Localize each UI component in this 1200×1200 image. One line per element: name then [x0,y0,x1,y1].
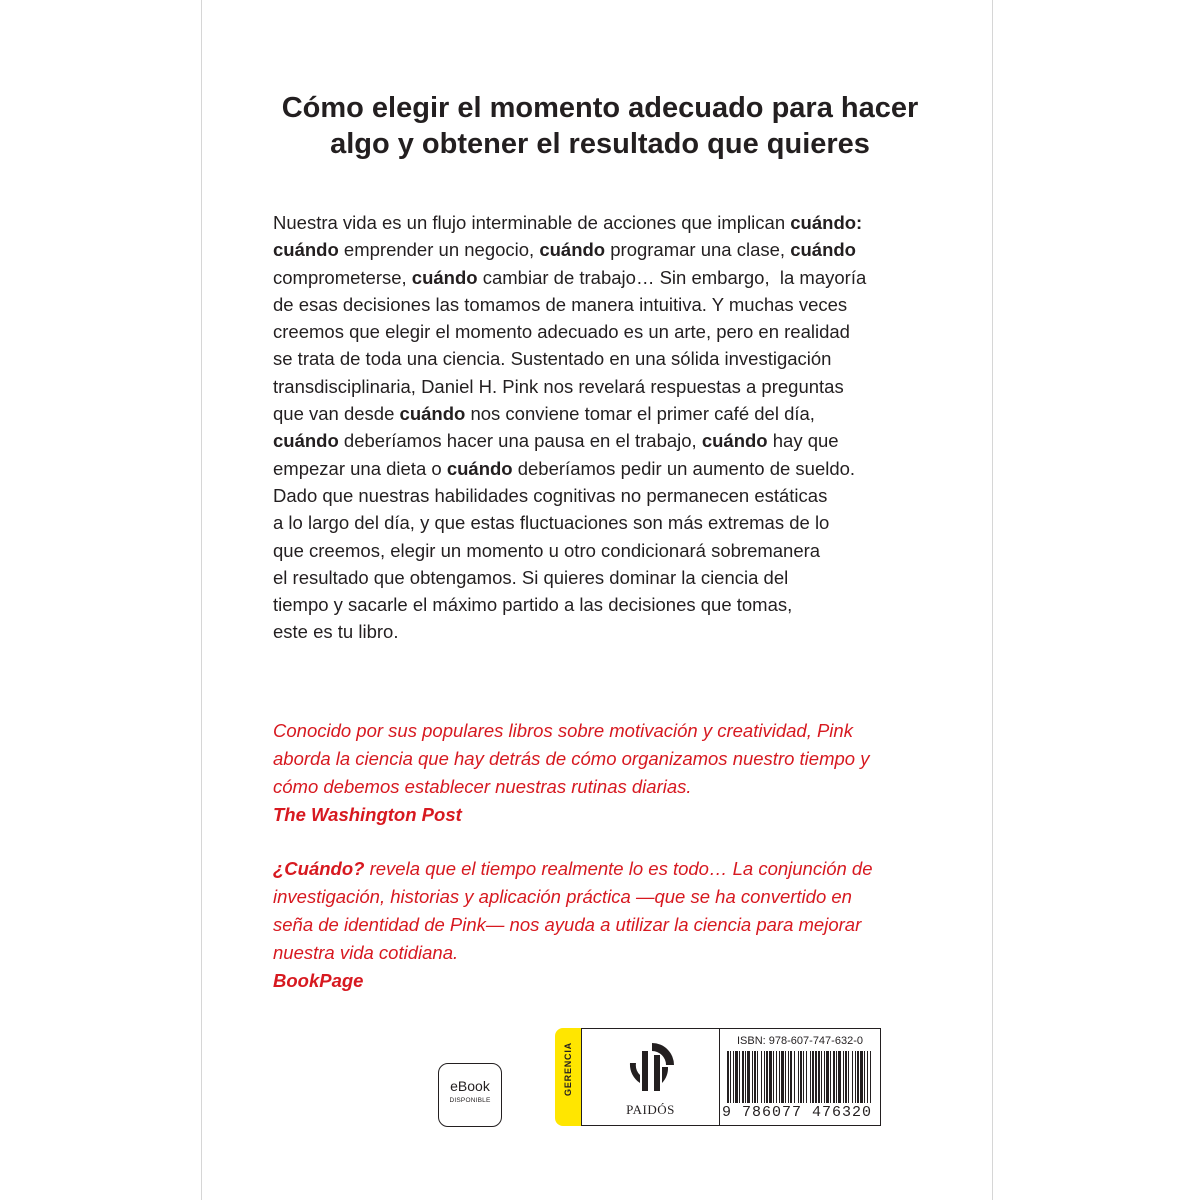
synopsis-segment: nos conviene tomar el primer café del día, [465,403,815,425]
quote2-line-4: nuestra vida cotidiana. [273,942,459,963]
synopsis-line [273,509,933,536]
synopsis-line [273,537,933,564]
barcode-bar [781,1051,784,1103]
synopsis-line [273,291,933,318]
synopsis-segment: deberíamos pedir un aumento de sueldo. [512,457,856,479]
emphasis-word: cuándo [273,430,339,452]
ebook-available-badge [438,1063,502,1127]
quote1-source: The Washington Post [273,804,462,825]
barcode-bar [761,1051,762,1103]
barcode-bar [785,1051,786,1103]
barcode-bar [812,1051,814,1103]
barcode-bar [779,1051,780,1103]
synopsis-line [273,618,933,645]
barcode-digits: 9 786077 476320 [722,1104,873,1121]
barcode-bar [848,1051,849,1103]
synopsis-segment: se trata de toda una ciencia. Sustentado en una sólida investigación [273,348,832,370]
barcode-bar [742,1051,744,1103]
barcode-bar [838,1051,841,1103]
synopsis-line [273,373,933,400]
synopsis-segment: deberíamos hacer una pausa en el trabajo, [338,430,702,452]
barcode-bar [857,1051,859,1103]
emphasis-word: cuándo [446,457,513,479]
quote2-line-1-rest: revela que el tiempo realmente lo es todo… La conjunción de [364,858,873,879]
category-tag [555,1028,581,1126]
synopsis-line [273,264,933,291]
barcode-bar [821,1051,822,1103]
emphasis-word: cuándo [411,266,478,288]
synopsis-segment: programar una clase, [605,239,791,261]
quote1-line-2: aborda la ciencia que hay detrás de cómo organizamos nuestro tiempo y [273,748,870,769]
barcode-bar [757,1051,758,1103]
barcode-bar [806,1051,807,1103]
synopsis-segment: empezar una dieta o [273,457,447,479]
quote2-line-1 [273,855,933,883]
synopsis-line [273,455,933,482]
barcode-bar [870,1051,871,1103]
isbn-barcode-box [720,1028,881,1126]
synopsis-line [273,427,933,454]
synopsis-segment: a lo largo del día, y que estas fluctuaciones son más extremas de lo [273,512,830,534]
synopsis-line [273,591,933,618]
emphasis-word: cuándo [399,403,466,425]
synopsis-segment: Dado que nuestras habilidades cognitivas no permanecen estáticas [273,484,828,506]
ebook-label: eBook [450,1078,490,1094]
review-quote-bookpage [273,855,933,995]
synopsis-segment: que van desde [273,403,400,425]
quote2-line-2: investigación, historias y aplicación práctica —que se ha convertido en [273,886,852,907]
category-tag-label: GERENCIA [563,1042,573,1096]
barcode-bar [836,1051,837,1103]
synopsis-segment: transdisciplinaria, Daniel H. Pink nos revelará respuestas a preguntas [273,375,844,397]
barcode-bar [810,1051,811,1103]
synopsis-line [273,564,933,591]
barcode-bar [852,1051,853,1103]
barcode-bar [803,1051,804,1103]
barcode-bar [764,1051,765,1103]
barcode-bar [747,1051,750,1103]
synopsis-segment: cambiar de trabajo… Sin embargo, la mayoría [477,266,867,288]
synopsis-segment: que creemos, elegir un momento u otro condicionará sobremanera [273,539,821,561]
barcode-bar [745,1051,746,1103]
synopsis-line [273,345,933,372]
synopsis-line [273,482,933,509]
barcode-bar [845,1051,847,1103]
quote1-line-3: cómo debemos establecer nuestras rutinas diarias. [273,776,692,797]
barcode-bar [864,1051,865,1103]
paidos-logo-icon [622,1037,682,1095]
barcode-bar [788,1051,789,1103]
barcode-bar [794,1051,795,1103]
barcode-bar [754,1051,756,1103]
headline-line-2: algo y obtener el resultado que quieres [330,128,870,160]
emphasis-word: cuándo: [790,212,863,233]
headline-line-1: Cómo elegir el momento adecuado para hacer [281,92,919,124]
barcode-bar [833,1051,835,1103]
synopsis-segment: tiempo y sacarle el máximo partido a las decisiones que tomas, [273,594,793,616]
synopsis-line [273,318,933,345]
barcode-bar [730,1051,731,1103]
barcode-bar [752,1051,753,1103]
barcode-bar [843,1051,844,1103]
emphasis-word: cuándo [701,430,768,452]
synopsis-segment: el resultado que obtengamos. Si quieres dominar la ciencia del [273,566,789,588]
quote1-line-1: Conocido por sus populares libros sobre motivación y creatividad, Pink [273,720,853,741]
barcode-bar [855,1051,856,1103]
quote2-book-title: ¿Cuándo? [273,858,365,879]
barcode-icon [725,1051,875,1103]
barcode-bar [769,1051,772,1103]
barcode-bar [773,1051,774,1103]
barcode-bar [860,1051,863,1103]
barcode-bar [766,1051,768,1103]
emphasis-word: cuándo [539,239,606,261]
synopsis-segment: creemos que elegir el momento adecuado es un arte, pero en realidad [273,321,850,343]
emphasis-word: cuándo [273,239,339,261]
synopsis-segment: comprometerse, [273,266,412,288]
publisher-name: PAIDÓS [626,1102,675,1117]
synopsis-line [273,209,933,236]
barcode-bar [798,1051,799,1103]
publisher-logo-box [581,1028,720,1126]
synopsis-segment: de esas decisiones las tomamos de manera intuitiva. Y muchas veces [273,293,848,315]
barcode-bar [800,1051,802,1103]
isbn-text: ISBN: 978-607-747-632-0 [737,1035,863,1047]
barcode-bar [790,1051,792,1103]
barcode-bar [733,1051,734,1103]
barcode-bar [826,1051,829,1103]
synopsis-line [273,236,933,263]
quote2-source: BookPage [273,970,364,991]
synopsis-text [273,209,933,646]
ebook-sublabel: DISPONIBLE [449,1097,491,1104]
synopsis-segment: este es tu libro. [273,621,399,643]
synopsis-segment: hay que [767,430,839,452]
emphasis-word: cuándo [790,239,856,261]
barcode-bar [830,1051,831,1103]
synopsis-segment: emprender un negocio, [338,239,540,261]
headline [250,90,950,162]
review-quote-washington-post [273,717,933,829]
barcode-bar [727,1051,729,1103]
barcode-bar [735,1051,738,1103]
quote2-line-3: seña de identidad de Pink— nos ayuda a utilizar la ciencia para mejorar [273,914,862,935]
barcode-bar [739,1051,740,1103]
barcode-bar [818,1051,820,1103]
barcode-bar [776,1051,777,1103]
barcode-bar [815,1051,817,1103]
synopsis-segment: Nuestra vida es un flujo interminable de acciones que implican [273,212,791,233]
synopsis-line [273,400,933,427]
barcode-bar [867,1051,868,1103]
barcode-bar [824,1051,825,1103]
